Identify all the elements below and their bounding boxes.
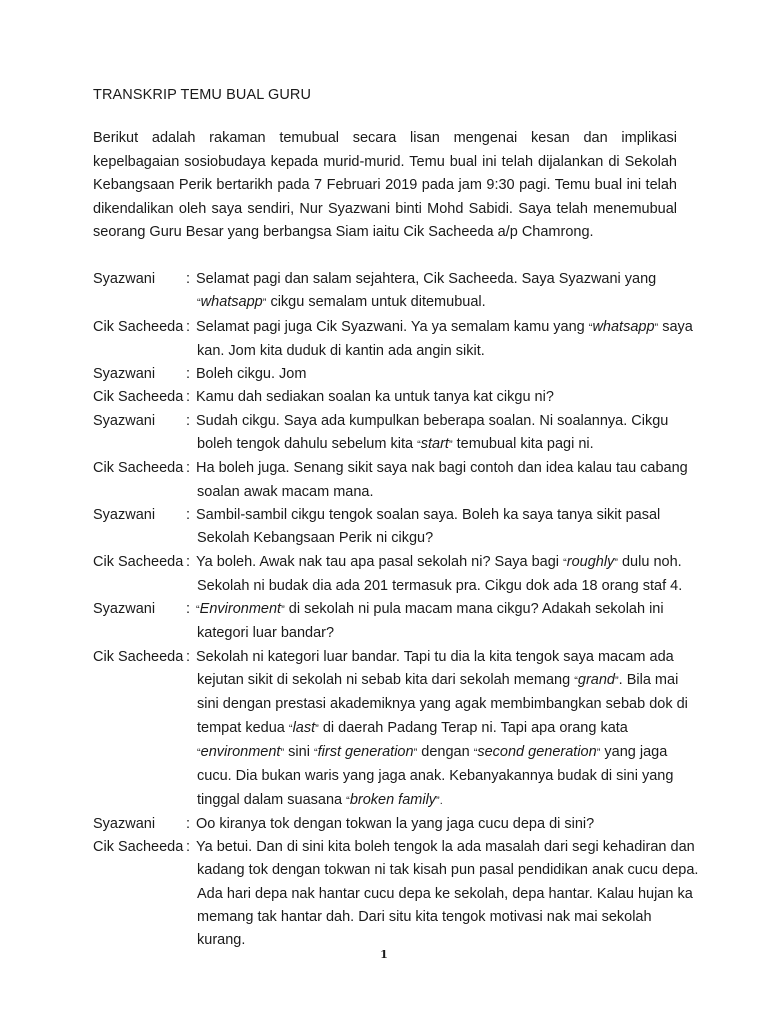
english-term: whatsapp — [200, 294, 263, 311]
intro-paragraph — [93, 127, 677, 245]
utterance-line — [196, 433, 693, 457]
utterance — [192, 457, 693, 504]
utterance-line — [196, 669, 693, 693]
dialogue-turn — [93, 551, 693, 599]
utterance-line — [196, 883, 698, 906]
speaker-colon: : — [186, 318, 191, 335]
quote-mark: ” — [413, 746, 418, 759]
speaker-name: Cik Sacheeda — [93, 839, 184, 856]
utterance-text: boleh tengok dahulu sebelum kita — [197, 436, 418, 453]
utterance-line — [196, 646, 693, 669]
utterance-text: Sekolah Kebangsaan Perik ni cikgu? — [197, 530, 434, 547]
utterance — [192, 410, 693, 458]
utterance-text: sini — [284, 743, 314, 760]
utterance-text: Ya boleh. Awak nak tau apa pasal sekolah ni? Saya bagi — [196, 553, 564, 570]
utterance-text: Ya betui. Dan di sini kita boleh tengok la ada masalah dari segi kehadiran dan — [196, 839, 695, 856]
utterance-text: dengan — [417, 743, 474, 760]
interview-transcript — [93, 268, 699, 953]
speaker-colon: : — [186, 601, 191, 618]
utterance-line — [196, 789, 693, 813]
utterance-line — [196, 622, 693, 645]
utterance-text: cikgu semalam untuk ditemubual. — [266, 294, 486, 311]
english-term: broken family — [349, 791, 437, 808]
quote-mark: ” — [614, 675, 619, 688]
quote-mark: ” — [315, 722, 319, 735]
utterance-line — [196, 410, 693, 433]
quote-mark: “ — [346, 794, 350, 807]
dialogue-turn — [93, 363, 693, 386]
speaker-colon: : — [186, 460, 191, 477]
utterance — [192, 836, 698, 952]
utterance — [192, 268, 693, 316]
utterance-text: tempat kedua — [197, 719, 289, 736]
utterance-line — [196, 527, 693, 550]
utterance-text: di daerah Padang Terap ni. Tapi apa orang kata — [318, 719, 628, 736]
utterance — [192, 504, 693, 551]
utterance-text: soalan awak macam mana. — [197, 483, 374, 500]
utterance-line — [196, 929, 698, 952]
dialogue-turn — [93, 386, 693, 409]
speaker-colon: : — [186, 553, 191, 570]
utterance-line — [196, 268, 693, 291]
utterance-line — [196, 386, 693, 409]
speaker-name: Cik Sacheeda — [93, 553, 184, 570]
quote-mark: “ — [197, 746, 201, 759]
utterance-line — [196, 906, 698, 929]
utterance-text: Sudah cikgu. Saya ada kumpulkan beberapa soalan. Ni soalannya. Cikgu — [196, 412, 669, 429]
utterance-line — [196, 813, 693, 836]
speaker-name: Syazwani — [93, 601, 156, 618]
english-term: second generation — [477, 743, 597, 760]
quote-mark: ” — [262, 297, 267, 310]
utterance — [192, 316, 693, 364]
quote-mark: ”. — [436, 794, 443, 807]
dialogue-turn — [93, 316, 693, 364]
speaker-name: Cik Sacheeda — [93, 389, 184, 406]
speaker-colon: : — [186, 412, 191, 429]
utterance-line — [196, 363, 693, 386]
utterance-text: kan. Jom kita duduk di kantin ada angin sikit. — [197, 342, 485, 359]
utterance-text: Kamu dah sediakan soalan ka untuk tanya kat cikgu ni? — [196, 389, 554, 406]
utterance-text: Selamat pagi juga Cik Syazwani. Ya ya semalam kamu yang — [196, 318, 589, 335]
quote-mark: “ — [588, 321, 593, 334]
quote-mark: “ — [313, 746, 318, 759]
intro-line: Besar yang berbangsa Siam iaitu Cik Sacheeda a/p Chamrong. — [185, 224, 594, 240]
english-term: roughly — [566, 553, 615, 570]
intro-line: sosiobudaya kepada murid-murid. Temu bual ini telah dijalankan di Sekolah Kebangsaan — [93, 153, 677, 193]
utterance-text: Sekolah ni kategori luar bandar. Tapi tu dia la kita tengok saya macam ada — [196, 648, 674, 665]
quote-mark: ” — [448, 439, 453, 452]
utterance-text: dulu noh. — [617, 553, 682, 570]
speaker-colon: : — [186, 389, 191, 406]
english-term: whatsapp — [592, 318, 655, 335]
utterance-line — [196, 316, 693, 340]
speaker-colon: : — [186, 839, 191, 856]
speaker-name: Syazwani — [93, 271, 156, 287]
utterance-text: yang jaga — [600, 743, 668, 760]
utterance-text: cucu. Dia bukan waris yang jaga anak. Kebanyakannya budak di sini yang — [197, 768, 674, 785]
utterance — [192, 551, 693, 599]
document-title: TRANSKRIP TEMU BUAL GURU — [93, 87, 312, 103]
speaker-colon: : — [186, 366, 191, 383]
utterance-text: di sekolah ni pula macam mana cikgu? Adakah sekolah ini — [284, 601, 664, 618]
utterance-text: Boleh cikgu. Jom — [196, 366, 307, 383]
intro-line: oleh saya sendiri, Nur Syazwani binti Mohd Sabidi. Saya telah menemubual seorang Guru — [93, 200, 677, 240]
speaker-name: Syazwani — [93, 506, 156, 523]
utterance-line — [196, 551, 693, 575]
speaker-colon: : — [186, 271, 191, 287]
utterance-line — [196, 741, 693, 765]
utterance — [192, 363, 693, 386]
dialogue-turn — [93, 457, 693, 504]
english-term: last — [292, 719, 316, 736]
quote-mark: ” — [614, 556, 618, 569]
speaker-colon: : — [186, 648, 191, 665]
quote-mark: “ — [288, 722, 293, 735]
english-term: start — [420, 436, 449, 453]
utterance-text: Selamat pagi dan salam sejahtera, Cik Sacheeda. Saya Syazwani yang — [196, 271, 657, 287]
dialogue-turn — [93, 598, 693, 646]
utterance-line — [196, 598, 693, 622]
utterance-line — [196, 765, 693, 788]
dialogue-turn — [93, 504, 693, 551]
quote-mark: “ — [473, 746, 478, 759]
utterance-text: memang tak hantar dah. Dari situ kita tengok motivasi nak mai sekolah — [197, 909, 652, 926]
utterance-text: Oo kiranya tok dengan tokwan la yang jaga cucu depa di sini? — [196, 815, 595, 832]
speaker-name: Cik Sacheeda — [93, 460, 184, 477]
speaker-colon: : — [186, 506, 191, 523]
utterance-text: temubual kita pagi ni. — [452, 436, 594, 453]
utterance-text: Ha boleh juga. Senang sikit saya nak bagi contoh dan idea kalau tau cabang — [196, 460, 688, 477]
dialogue-turn — [93, 410, 693, 458]
utterance-line — [196, 340, 693, 363]
speaker-colon: : — [186, 815, 191, 832]
speaker-name: Syazwani — [93, 412, 156, 429]
quote-mark: ” — [280, 746, 285, 759]
utterance-text: Sekolah ni budak dia ada 201 termasuk pra. Cikgu dok ada 18 orang staf 4. — [197, 577, 683, 594]
speaker-name: Syazwani — [93, 815, 156, 832]
utterance-line — [196, 859, 698, 882]
utterance — [192, 598, 693, 646]
utterance-line — [196, 575, 693, 598]
utterance-line — [196, 504, 693, 527]
utterance-line — [196, 291, 693, 315]
utterance-line — [196, 717, 693, 741]
english-term: environment — [200, 743, 281, 760]
dialogue-turn — [93, 836, 699, 952]
utterance-line — [196, 457, 693, 480]
english-term: Environment — [199, 601, 282, 618]
quote-mark: “ — [563, 556, 567, 569]
quote-mark: ” — [281, 604, 285, 617]
quote-mark: “ — [196, 604, 200, 617]
utterance-line — [196, 481, 693, 504]
utterance-text: . Bila mai — [618, 672, 679, 689]
intro-line: Berikut adalah rakaman temubual secara lisan mengenai kesan dan implikasi kepelbagaian — [93, 130, 677, 170]
english-term: grand — [577, 672, 615, 689]
speaker-name: Cik Sacheeda — [93, 648, 184, 665]
utterance — [192, 813, 693, 836]
utterance-line — [196, 693, 693, 716]
utterance-text: saya — [658, 318, 693, 335]
utterance-text: kurang. — [197, 932, 246, 949]
utterance-text: tinggal dalam suasana — [197, 791, 347, 808]
utterance-text: sini dengan prestasi akademiknya yang agak membimbangkan sebab dok di — [197, 696, 688, 713]
utterance — [192, 646, 693, 813]
dialogue-turn — [93, 268, 693, 316]
intro-line: Perik bertarikh pada 7 Februari 2019 pada jam 9:30 pagi. Temu bual ini telah dikendalikan — [93, 177, 677, 217]
utterance-text: kategori luar bandar? — [197, 625, 335, 642]
quote-mark: “ — [417, 439, 421, 452]
utterance-line — [196, 836, 698, 859]
english-term: first generation — [317, 743, 414, 760]
utterance-text: kejutan sikit di sekolah ni sebab kita dari sekolah memang — [197, 672, 575, 689]
utterance — [192, 386, 693, 409]
page-number: 1 — [380, 948, 388, 961]
utterance-text: kadang tok dengan tokwan ni tak kisah pun pasal pendidikan anak cucu depa. — [197, 862, 699, 879]
quote-mark: ” — [654, 321, 659, 334]
quote-mark: “ — [574, 675, 578, 688]
quote-mark: “ — [197, 297, 201, 310]
utterance-text: Ada hari depa nak hantar cucu depa ke sekolah, depa hantar. Kalau hujan ka — [197, 885, 693, 902]
speaker-name: Cik Sacheeda — [93, 318, 184, 335]
quote-mark: ” — [596, 746, 601, 759]
speaker-name: Syazwani — [93, 366, 156, 383]
dialogue-turn — [93, 813, 693, 836]
dialogue-turn — [93, 646, 693, 813]
utterance-text: Sambil-sambil cikgu tengok soalan saya. Boleh ka saya tanya sikit pasal — [196, 506, 661, 523]
